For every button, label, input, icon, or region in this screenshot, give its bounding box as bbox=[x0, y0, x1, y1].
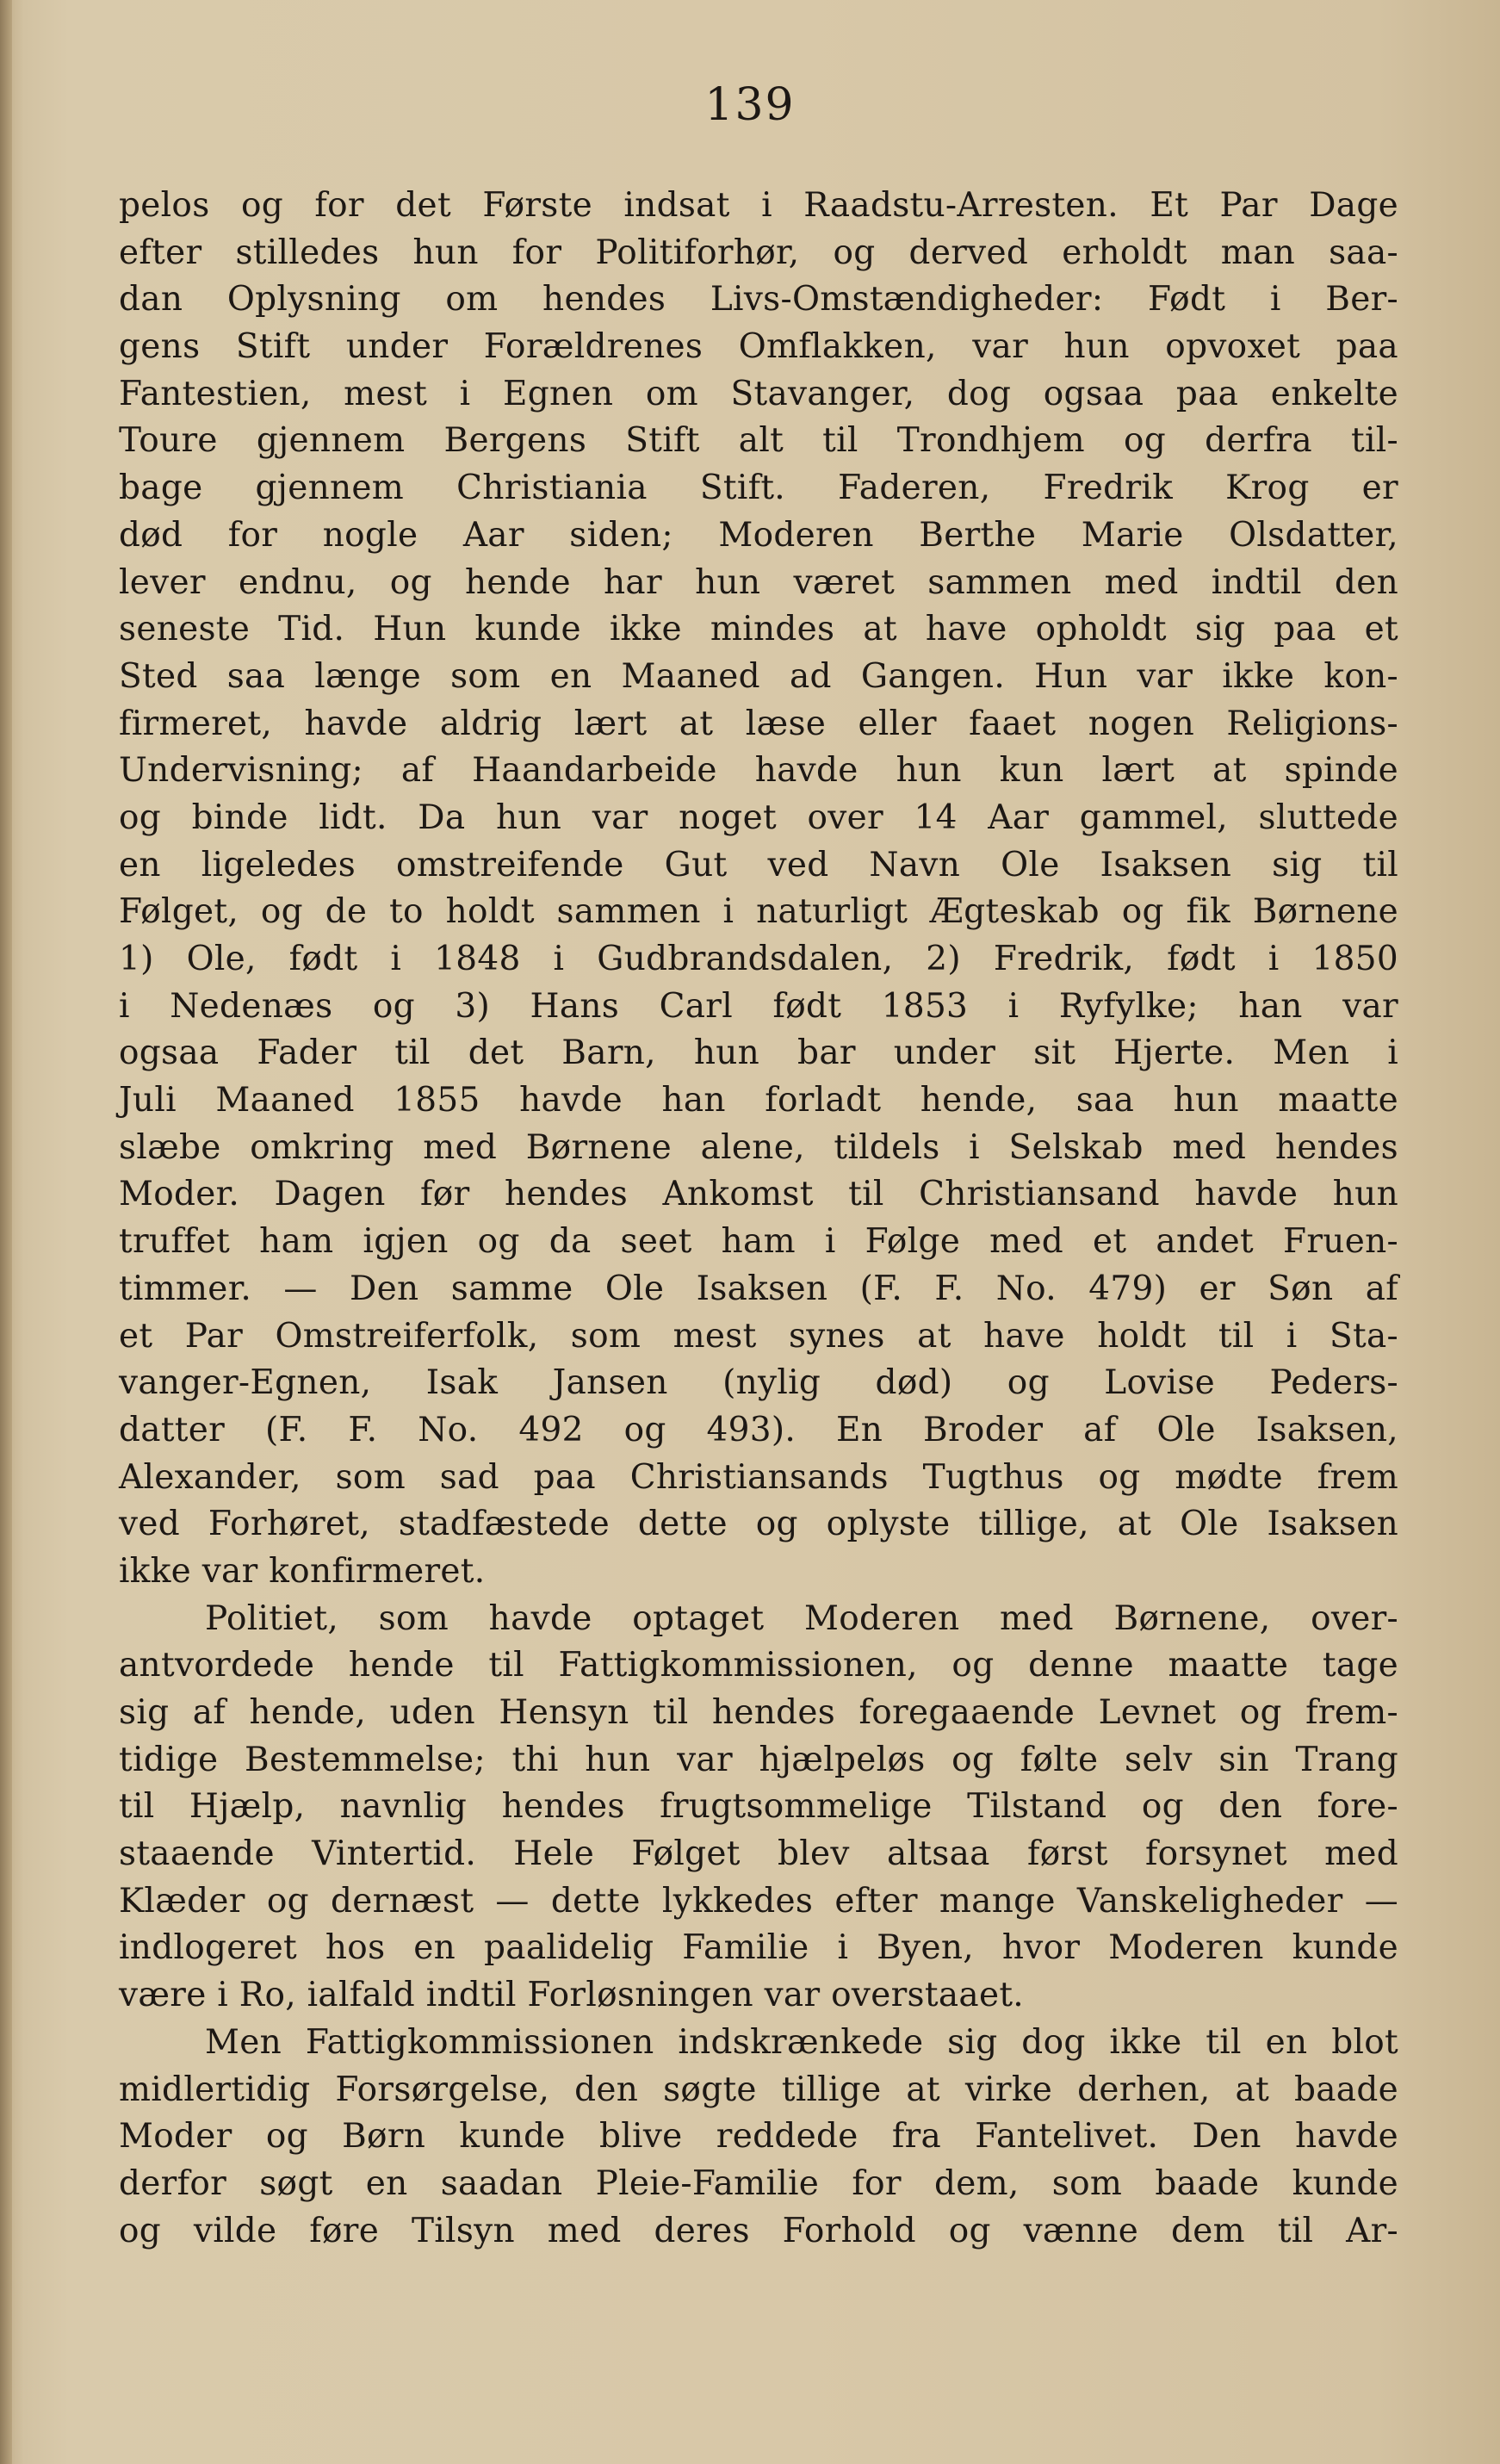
text-line: lever endnu, og hende har hun været sammen med indtil den bbox=[119, 562, 1398, 602]
text-line: Undervisning; af Haandarbeide havde hun kun lært at spinde bbox=[119, 751, 1398, 791]
text-line: staaende Vintertid. Hele Følget blev altsaa først forsynet med bbox=[119, 1834, 1398, 1874]
text-line: tidige Bestemmelse; thi hun var hjælpeløs og følte selv sin Trang bbox=[119, 1740, 1398, 1779]
text-line: og vilde føre Tilsyn med deres Forhold og vænne dem til Ar- bbox=[119, 2211, 1398, 2250]
text-line: i Nedenæs og 3) Hans Carl født 1853 i Ryfylke; han var bbox=[119, 986, 1398, 1026]
text-line: Juli Maaned 1855 havde han forladt hende, saa hun maatte bbox=[119, 1081, 1398, 1120]
text-line: slæbe omkring med Børnene alene, tildels i Selskab med hendes bbox=[119, 1127, 1398, 1167]
text-line: bage gjennem Christiania Stift. Faderen, Fredrik Krog er bbox=[119, 469, 1398, 508]
body-text bbox=[119, 183, 1398, 2255]
text-line: ved Forhøret, stadfæstede dette og oplyste tillige, at Ole Isaksen bbox=[119, 1505, 1398, 1544]
text-line: datter (F. F. No. 492 og 493). En Broder af Ole Isaksen, bbox=[119, 1410, 1398, 1449]
text-line: Følget, og de to holdt sammen i naturligt Ægteskab og fik Børnene bbox=[119, 892, 1398, 932]
text-line: Klæder og dernæst — dette lykkedes efter mange Vanskeligheder — bbox=[119, 1881, 1398, 1921]
text-line: Fantestien, mest i Egnen om Stavanger, dog ogsaa paa enkelte bbox=[119, 374, 1398, 413]
text-line: seneste Tid. Hun kunde ikke mindes at have opholdt sig paa et bbox=[119, 610, 1398, 649]
text-line: indlogeret hos en paalidelig Familie i Byen, hvor Moderen kunde bbox=[119, 1928, 1398, 1968]
text-line: timmer. — Den samme Ole Isaksen (F. F. No. 479) er Søn af bbox=[119, 1269, 1398, 1308]
text-line: midlertidig Forsørgelse, den søgte tillige at virke derhen, at baade bbox=[119, 2070, 1398, 2109]
text-line: Moder og Børn kunde blive reddede fra Fantelivet. Den havde bbox=[119, 2117, 1398, 2157]
page-binding-edge bbox=[0, 0, 12, 2464]
text-line: og binde lidt. Da hun var noget over 14 Aar gammel, sluttede bbox=[119, 798, 1398, 837]
text-line-paragraph-end: ikke var konfirmeret. bbox=[119, 1551, 486, 1591]
text-line: en ligeledes omstreifende Gut ved Navn Ole Isaksen sig til bbox=[119, 845, 1398, 884]
text-line: sig af hende, uden Hensyn til hendes foregaaende Levnet og frem- bbox=[119, 1693, 1398, 1732]
text-line: gens Stift under Forældrenes Omflakken, var hun opvoxet paa bbox=[119, 327, 1398, 367]
text-line: et Par Omstreiferfolk, som mest synes at have holdt til i Sta- bbox=[119, 1316, 1398, 1356]
text-line: Toure gjennem Bergens Stift alt til Trondhjem og derfra til- bbox=[119, 421, 1398, 461]
text-line: Sted saa længe som en Maaned ad Gangen. Hun var ikke kon- bbox=[119, 656, 1398, 696]
text-line: truffet ham igjen og da seet ham i Følge med et andet Fruen- bbox=[119, 1222, 1398, 1262]
text-line: til Hjælp, navnlig hendes frugtsommelige Tilstand og den fore- bbox=[119, 1787, 1398, 1827]
text-line: vanger-Egnen, Isak Jansen (nylig død) og Lovise Peders- bbox=[119, 1363, 1398, 1403]
text-line: efter stilledes hun for Politiforhør, og derved erholdt man saa- bbox=[119, 233, 1398, 272]
text-line: 1) Ole, født i 1848 i Gudbrandsdalen, 2) Fredrik, født i 1850 bbox=[119, 940, 1398, 978]
text-line: død for nogle Aar siden; Moderen Berthe Marie Olsdatter, bbox=[119, 515, 1398, 555]
text-line-paragraph-end: være i Ro, ialfald indtil Forløsningen var overstaaet. bbox=[119, 1976, 1024, 2015]
page-number: 139 bbox=[704, 79, 796, 131]
text-line: antvordede hende til Fattigkommissionen, og denne maatte tage bbox=[119, 1646, 1398, 1685]
text-line: pelos og for det Første indsat i Raadstu-Arresten. Et Par Dage bbox=[119, 186, 1398, 225]
text-line: ogsaa Fader til det Barn, hun bar under sit Hjerte. Men i bbox=[119, 1033, 1398, 1073]
text-line: Moder. Dagen før hendes Ankomst til Christiansand havde hun bbox=[119, 1175, 1398, 1214]
text-line: dan Oplysning om hendes Livs-Omstændigheder: Født i Ber- bbox=[119, 280, 1398, 320]
text-line: derfor søgt en saadan Pleie-Familie for dem, som baade kunde bbox=[119, 2163, 1398, 2203]
text-line: firmeret, havde aldrig lært at læse eller faaet nogen Religions- bbox=[119, 704, 1398, 743]
text-line: Alexander, som sad paa Christiansands Tugthus og mødte frem bbox=[119, 1457, 1398, 1497]
text-line-paragraph-start: Politiet, som havde optaget Moderen med Børnene, over- bbox=[205, 1598, 1398, 1638]
text-line-paragraph-start: Men Fattigkommissionen indskrænkede sig dog ikke til en blot bbox=[205, 2022, 1398, 2062]
